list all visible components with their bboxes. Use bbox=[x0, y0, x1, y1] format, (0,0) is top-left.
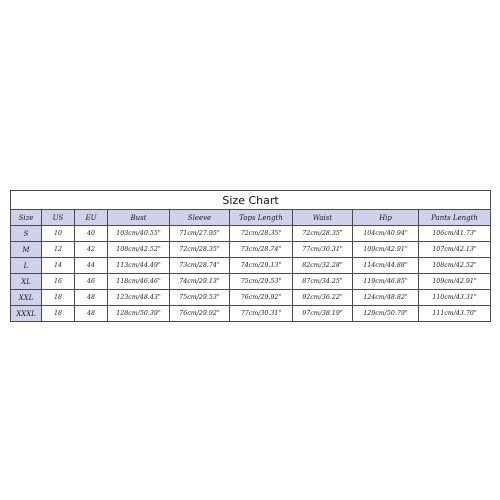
table-row bbox=[11, 226, 491, 242]
table-cell: 74cm/29.13" bbox=[170, 274, 230, 290]
column-header: Sleeve bbox=[170, 210, 230, 226]
table-cell: 76cm/29.92" bbox=[230, 290, 293, 306]
column-header: Size bbox=[11, 210, 42, 226]
table-body bbox=[11, 226, 491, 322]
column-header: US bbox=[42, 210, 75, 226]
table-cell: 108cm/42.52" bbox=[108, 242, 170, 258]
table-cell: 113cm/44.49" bbox=[108, 258, 170, 274]
table-cell: 114cm/44.88" bbox=[353, 258, 419, 274]
table-cell: 75cm/29.53" bbox=[230, 274, 293, 290]
table-cell: 75cm/29.53" bbox=[170, 290, 230, 306]
table-cell: 110cm/43.31" bbox=[419, 290, 491, 306]
table-cell: 74cm/29.13" bbox=[230, 258, 293, 274]
table-cell: 77cm/30.31" bbox=[230, 306, 293, 322]
table-cell: 109cm/42.91" bbox=[419, 274, 491, 290]
table-cell: 48 bbox=[75, 290, 108, 306]
table-cell: 16 bbox=[42, 274, 75, 290]
table-cell: 48 bbox=[75, 306, 108, 322]
table-cell: 123cm/48.43" bbox=[108, 290, 170, 306]
table-cell: 104cm/40.94" bbox=[353, 226, 419, 242]
table-cell: 82cm/32.28" bbox=[293, 258, 353, 274]
table-cell: 77cm/30.31" bbox=[293, 242, 353, 258]
size-label-cell: XXXL bbox=[11, 306, 42, 322]
size-label-cell: XL bbox=[11, 274, 42, 290]
table-cell: 42 bbox=[75, 242, 108, 258]
table-cell: 40 bbox=[75, 226, 108, 242]
table-cell: 72cm/28.35" bbox=[293, 226, 353, 242]
table-cell: 14 bbox=[42, 258, 75, 274]
table-cell: 97cm/38.19" bbox=[293, 306, 353, 322]
table-cell: 107cm/42.13" bbox=[419, 242, 491, 258]
table-row bbox=[11, 274, 491, 290]
column-header: Bust bbox=[108, 210, 170, 226]
table-cell: 129cm/50.79" bbox=[353, 306, 419, 322]
size-label-cell: M bbox=[11, 242, 42, 258]
table-cell: 109cm/42.91" bbox=[353, 242, 419, 258]
table-cell: 12 bbox=[42, 242, 75, 258]
table-cell: 72cm/28.35" bbox=[170, 242, 230, 258]
table-cell: 124cm/48.82" bbox=[353, 290, 419, 306]
size-label-cell: L bbox=[11, 258, 42, 274]
table-cell: 108cm/42.52" bbox=[419, 258, 491, 274]
table-cell: 46 bbox=[75, 274, 108, 290]
header-row bbox=[11, 210, 491, 226]
table-cell: 111cm/43.70" bbox=[419, 306, 491, 322]
size-label-cell: XXL bbox=[11, 290, 42, 306]
size-chart-container bbox=[10, 190, 490, 318]
table-cell: 71cm/27.95" bbox=[170, 226, 230, 242]
table-cell: 92cm/36.22" bbox=[293, 290, 353, 306]
table-row bbox=[11, 306, 491, 322]
size-label-cell: S bbox=[11, 226, 42, 242]
size-chart-table bbox=[10, 190, 491, 322]
table-row bbox=[11, 242, 491, 258]
table-cell: 44 bbox=[75, 258, 108, 274]
table-cell: 72cm/28.35" bbox=[230, 226, 293, 242]
column-header: Hip bbox=[353, 210, 419, 226]
table-cell: 18 bbox=[42, 306, 75, 322]
table-cell: 18 bbox=[42, 290, 75, 306]
table-cell: 118cm/46.46" bbox=[108, 274, 170, 290]
column-header: Pants Length bbox=[419, 210, 491, 226]
table-cell: 87cm/34.25" bbox=[293, 274, 353, 290]
chart-title: Size Chart bbox=[11, 191, 491, 210]
table-row bbox=[11, 258, 491, 274]
column-header: Waist bbox=[293, 210, 353, 226]
table-cell: 103cm/40.55" bbox=[108, 226, 170, 242]
column-header: Tops Length bbox=[230, 210, 293, 226]
table-cell: 76cm/29.92" bbox=[170, 306, 230, 322]
table-cell: 106cm/41.73" bbox=[419, 226, 491, 242]
table-cell: 73cm/28.74" bbox=[230, 242, 293, 258]
column-header: EU bbox=[75, 210, 108, 226]
table-row bbox=[11, 290, 491, 306]
table-cell: 119cm/46.85" bbox=[353, 274, 419, 290]
table-cell: 73cm/28.74" bbox=[170, 258, 230, 274]
table-cell: 128cm/50.39" bbox=[108, 306, 170, 322]
table-cell: 10 bbox=[42, 226, 75, 242]
